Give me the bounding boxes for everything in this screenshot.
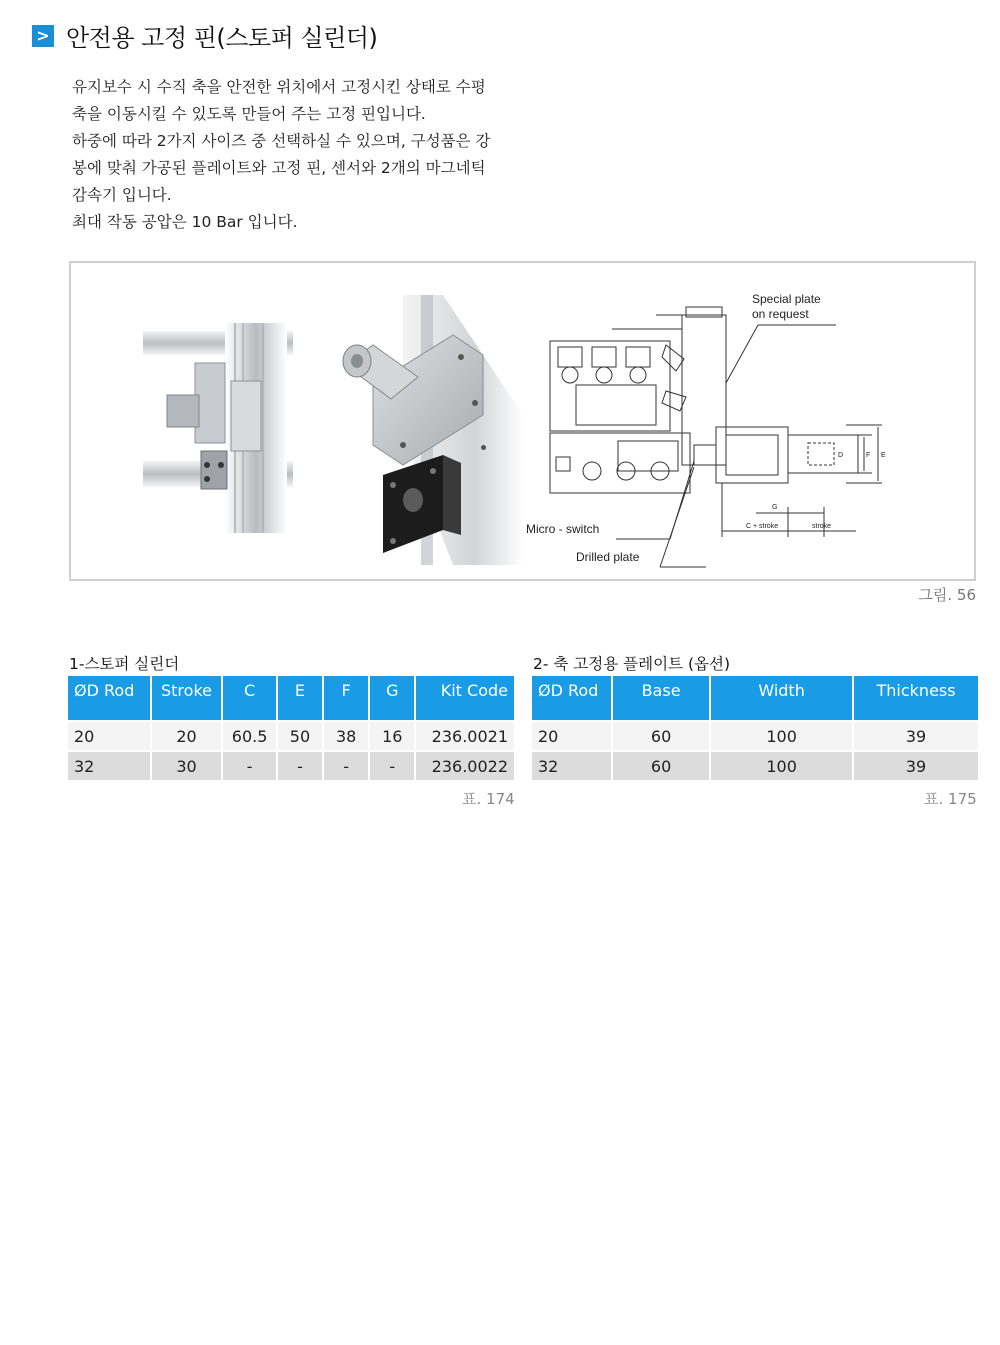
label-dim-f: F bbox=[866, 452, 871, 459]
table2-cell: 39 bbox=[854, 752, 978, 780]
chevron-right-icon: > bbox=[32, 25, 54, 47]
table2-cell: 100 bbox=[711, 752, 852, 780]
table2-header: Thickness bbox=[854, 676, 978, 720]
title-row bbox=[32, 18, 377, 53]
table2-cell: 60 bbox=[613, 722, 709, 750]
label-drilled-plate: Drilled plate bbox=[576, 550, 640, 564]
label-dim-e: E bbox=[881, 452, 886, 459]
label-dim-stroke: stroke bbox=[812, 523, 832, 530]
description-line: 유지보수 시 수직 축을 안전한 위치에서 고정시킨 상태로 수평 bbox=[72, 78, 486, 96]
table1-title: 1-스토퍼 실린더 bbox=[69, 655, 180, 673]
label-micro-switch: Micro - switch bbox=[526, 522, 600, 536]
table2-cell: 100 bbox=[711, 722, 852, 750]
table-row bbox=[532, 752, 978, 780]
table2-caption: 표. 175 bbox=[924, 790, 977, 808]
technical-drawing bbox=[526, 285, 966, 575]
label-special-plate-2: on request bbox=[752, 307, 809, 321]
description-line: 축을 이동시킬 수 있도록 만들어 주는 고정 핀입니다. bbox=[72, 105, 426, 123]
table1-cell: 50 bbox=[278, 722, 322, 750]
table-row bbox=[68, 752, 514, 780]
table1 bbox=[66, 674, 516, 782]
table2 bbox=[530, 674, 980, 782]
description bbox=[72, 74, 522, 236]
table1-cell: - bbox=[278, 752, 322, 780]
table1-cell: 60.5 bbox=[223, 722, 276, 750]
figure-box bbox=[69, 261, 976, 581]
table1-cell: 20 bbox=[68, 722, 150, 750]
table1-header: F bbox=[324, 676, 368, 720]
table-row bbox=[532, 722, 978, 750]
table1-caption: 표. 174 bbox=[462, 790, 515, 808]
table1-header: C bbox=[223, 676, 276, 720]
table1-cell: 30 bbox=[152, 752, 222, 780]
table2-cell: 20 bbox=[532, 722, 611, 750]
description-line: 최대 작동 공압은 10 Bar 입니다. bbox=[72, 213, 298, 231]
table1-cell: - bbox=[223, 752, 276, 780]
label-special-plate-1: Special plate bbox=[752, 292, 821, 306]
description-line: 하중에 따라 2가지 사이즈 중 선택하실 수 있으며, 구성품은 강 bbox=[72, 132, 491, 150]
description-line: 봉에 맞춰 가공된 플레이트와 고정 핀, 센서와 2개의 마그네틱 bbox=[72, 159, 486, 177]
table-row bbox=[68, 722, 514, 750]
table1-cell: 32 bbox=[68, 752, 150, 780]
table2-title: 2- 축 고정용 플레이트 (옵션) bbox=[533, 655, 730, 673]
table2-header: Base bbox=[613, 676, 709, 720]
table1-header: E bbox=[278, 676, 322, 720]
table2-header: ØD Rod bbox=[532, 676, 611, 720]
description-line: 감속기 입니다. bbox=[72, 186, 172, 204]
table1-header: ØD Rod bbox=[68, 676, 150, 720]
table1-cell: 20 bbox=[152, 722, 222, 750]
table1-cell: - bbox=[370, 752, 414, 780]
table2-cell: 39 bbox=[854, 722, 978, 750]
label-dim-g: G bbox=[772, 504, 778, 511]
figure-caption: 그림. 56 bbox=[918, 586, 976, 604]
label-dim-c-stroke: C + stroke bbox=[746, 523, 779, 530]
label-dim-d: D bbox=[838, 452, 844, 459]
table1-cell: 236.0021 bbox=[416, 722, 514, 750]
table2-cell: 32 bbox=[532, 752, 611, 780]
table2-cell: 60 bbox=[613, 752, 709, 780]
page-title: 안전용 고정 핀(스토퍼 실린더) bbox=[66, 24, 378, 52]
table1-header: Stroke bbox=[152, 676, 222, 720]
table1-header: G bbox=[370, 676, 414, 720]
product-photo-angle bbox=[333, 295, 523, 565]
product-photo-side bbox=[143, 323, 293, 533]
table1-header: Kit Code bbox=[416, 676, 514, 720]
table1-cell: - bbox=[324, 752, 368, 780]
table1-cell: 16 bbox=[370, 722, 414, 750]
table2-header: Width bbox=[711, 676, 852, 720]
table1-cell: 236.0022 bbox=[416, 752, 514, 780]
table1-cell: 38 bbox=[324, 722, 368, 750]
